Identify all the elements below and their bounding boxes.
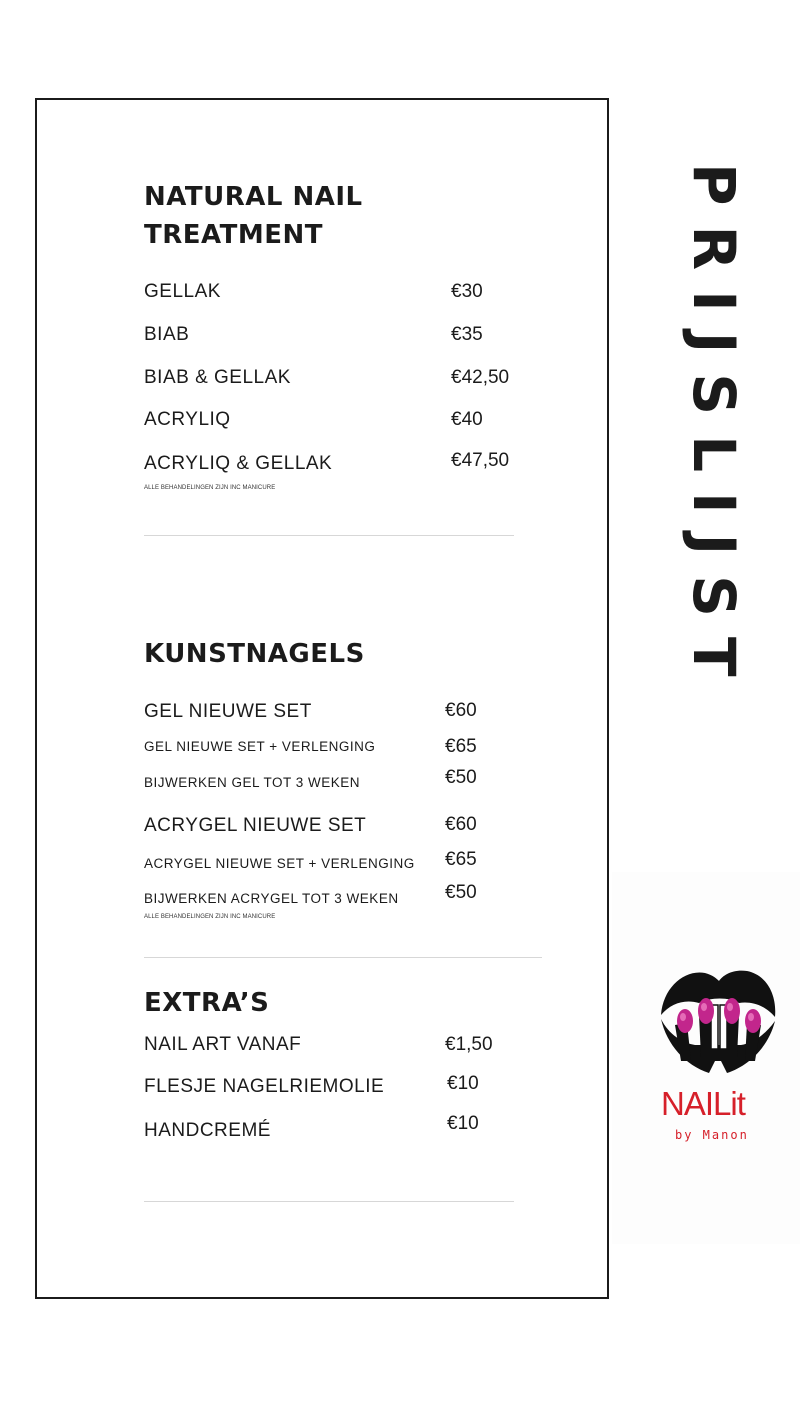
item-price: €60	[445, 700, 477, 721]
item-name: ACRYLIQ & GELLAK	[144, 453, 333, 474]
item-price: €42,50	[451, 367, 510, 388]
item-price: €65	[445, 849, 477, 870]
item-name: HANDCREMÉ	[144, 1120, 271, 1141]
item-price: €50	[445, 882, 477, 903]
item-name: BIJWERKEN ACRYGEL TOT 3 WEKEN	[144, 891, 399, 906]
section-heading-natural-nail-treatment: NATURAL NAIL TREATMENT	[144, 182, 363, 250]
item-price: €50	[445, 767, 477, 788]
item-price: €40	[451, 409, 483, 430]
item-name: ACRYGEL NIEUWE SET + VERLENGING	[144, 856, 415, 871]
section-divider	[144, 535, 514, 536]
logo-wordmark: NAILit	[661, 1085, 745, 1122]
section-divider	[144, 1201, 514, 1202]
item-name: GEL NIEUWE SET	[144, 701, 312, 722]
item-name: BIJWERKEN GEL TOT 3 WEKEN	[144, 775, 361, 790]
section-heading-kunstnagels: KUNSTNAGELS	[144, 639, 365, 669]
item-price: €10	[447, 1113, 479, 1134]
item-name: GEL NIEUWE SET + VERLENGING	[144, 739, 376, 754]
item-price: €10	[447, 1073, 479, 1094]
item-price: €35	[451, 324, 483, 345]
item-name: ACRYLIQ	[144, 409, 231, 430]
item-price: €30	[451, 281, 483, 302]
item-name: BIAB & GELLAK	[144, 367, 291, 388]
section-heading-extras: EXTRA’S	[144, 988, 270, 1018]
side-title: PRIJSLIJST	[680, 163, 748, 697]
section-divider	[144, 957, 542, 958]
item-name: BIAB	[144, 324, 190, 345]
section-note: ALLE BEHANDELINGEN ZIJN INC MANICURE	[144, 914, 276, 920]
item-price: €47,50	[451, 450, 510, 471]
price-list-frame	[35, 98, 609, 1299]
lips-logo-icon	[655, 965, 781, 1085]
section-note: ALLE BEHANDELINGEN ZIJN INC MANICURE	[144, 485, 276, 491]
item-price: €65	[445, 736, 477, 757]
item-name: NAIL ART VANAF	[144, 1034, 302, 1055]
item-name: ACRYGEL NIEUWE SET	[144, 815, 367, 836]
logo-byline: by Manon	[675, 1128, 749, 1142]
item-name: GELLAK	[144, 281, 221, 302]
item-name: FLESJE NAGELRIEMOLIE	[144, 1076, 385, 1097]
item-price: €60	[445, 814, 477, 835]
item-price: €1,50	[445, 1034, 493, 1055]
